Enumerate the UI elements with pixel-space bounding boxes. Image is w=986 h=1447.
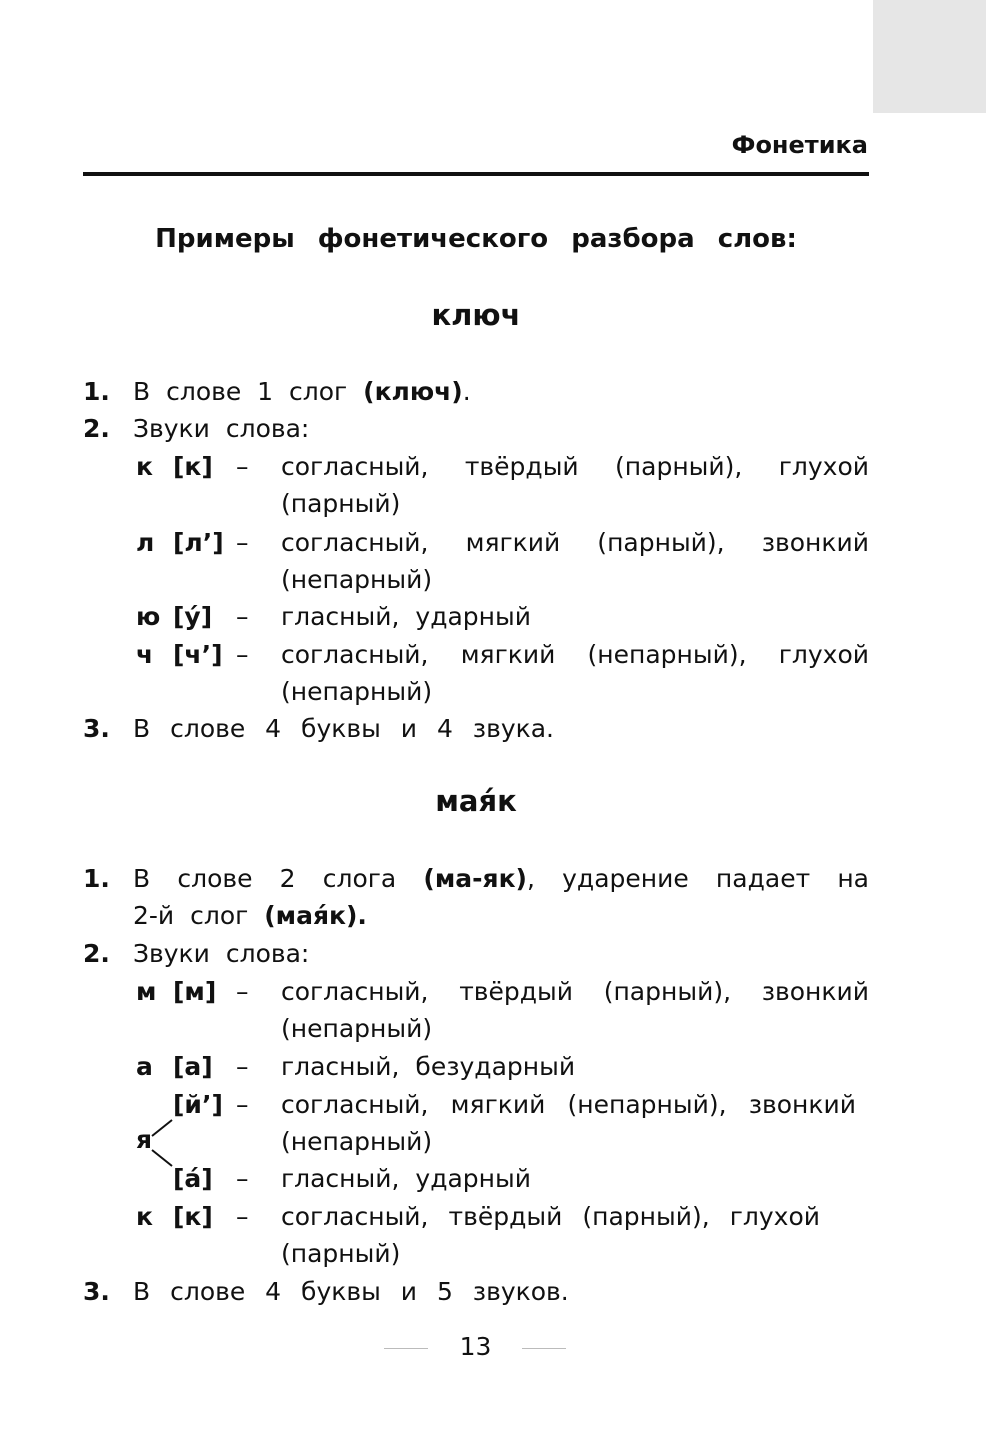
letter: к [136,1202,153,1231]
item-number: 3. [83,1277,110,1306]
item-number: 1. [83,864,110,893]
description-line: согласный, мягкий (непарный), глухой [281,640,869,669]
item-number: 2. [83,414,110,443]
description-line: согласный, мягкий (парный), звонкий [281,528,869,557]
syllable-text-end: , ударение падает на [526,864,869,893]
syllable-info-continued [133,901,869,931]
letter: л [136,528,155,557]
description-line: (непарный) [281,565,433,594]
syllable-word: (ключ) [363,377,463,406]
description-line: гласный, безударный [281,1052,576,1081]
word-title-klyuch: ключ [431,298,521,332]
header-rule [83,172,869,176]
description-line: (парный) [281,1239,401,1268]
syllable-info [133,377,869,407]
syllable-info [133,864,869,894]
sound-transcription: [к] [173,1202,213,1231]
syllable-text: В слове 1 слог [133,377,364,406]
sound-description [281,1202,820,1276]
sound-transcription: [м] [173,977,217,1006]
sound-description [281,1164,869,1201]
syllable-text: 2-й слог [133,901,265,930]
sound-description [281,602,869,639]
description-line: согласный, твёрдый (парный), глухой [281,1202,820,1231]
dash: – [236,528,249,557]
running-head: Фонетика [731,131,868,159]
sound-transcription: [й’] [173,1090,223,1119]
sound-transcription: [а] [173,1052,213,1081]
sound-transcription: [у́] [173,602,213,631]
dash: – [236,1090,249,1119]
letter: ю [136,602,161,631]
description-line: (непарный) [281,677,433,706]
word-title-mayak: мая́к [435,784,517,818]
sound-description [281,1090,856,1164]
page-number: 13 [459,1332,492,1361]
description-line: гласный, ударный [281,602,532,631]
dash: – [236,977,249,1006]
item-number: 2. [83,939,110,968]
sounds-heading: Звуки слова: [133,414,310,443]
dash: – [236,640,249,669]
sounds-heading: Звуки слова: [133,939,310,968]
dash: – [236,452,249,481]
footer-rule-right [522,1348,566,1349]
syllable-word: (ма-як) [423,864,527,893]
sound-description [281,528,869,602]
stress-word: (мая́к). [264,901,367,930]
sound-transcription: [л’] [173,528,224,557]
letter: м [136,977,157,1006]
sound-transcription: [ч’] [173,640,223,669]
dash: – [236,602,249,631]
letters-sounds-count: В слове 4 буквы и 5 звуков. [133,1277,569,1306]
syllable-text-end: . [462,377,471,406]
letter: я [136,1125,153,1154]
description-line: (парный) [281,489,401,518]
item-number: 3. [83,714,110,743]
sound-transcription: [а́] [173,1164,213,1193]
dash: – [236,1052,249,1081]
letter: а [136,1052,153,1081]
description-line: гласный, ударный [281,1164,532,1193]
letter: к [136,452,153,481]
sound-transcription: [к] [173,452,213,481]
item-number: 1. [83,377,110,406]
sound-description [281,1052,869,1089]
sound-description [281,452,869,526]
split-brace-icon [150,1112,176,1168]
description-line: (непарный) [281,1014,433,1043]
dash: – [236,1164,249,1193]
page-heading: Примеры фонетического разбора слов: [155,224,797,254]
sound-description [281,640,869,714]
syllable-text: В слове 2 слога [133,864,424,893]
description-line: согласный, твёрдый (парный), глухой [281,452,869,481]
description-line: согласный, твёрдый (парный), звонкий [281,977,869,1006]
letter: ч [136,640,154,669]
dash: – [236,1202,249,1231]
sound-description [281,977,869,1051]
description-line: согласный, мягкий (непарный), звонкий [281,1090,856,1119]
corner-tab [873,0,986,113]
description-line: (непарный) [281,1127,433,1156]
letters-sounds-count: В слове 4 буквы и 4 звука. [133,714,554,743]
